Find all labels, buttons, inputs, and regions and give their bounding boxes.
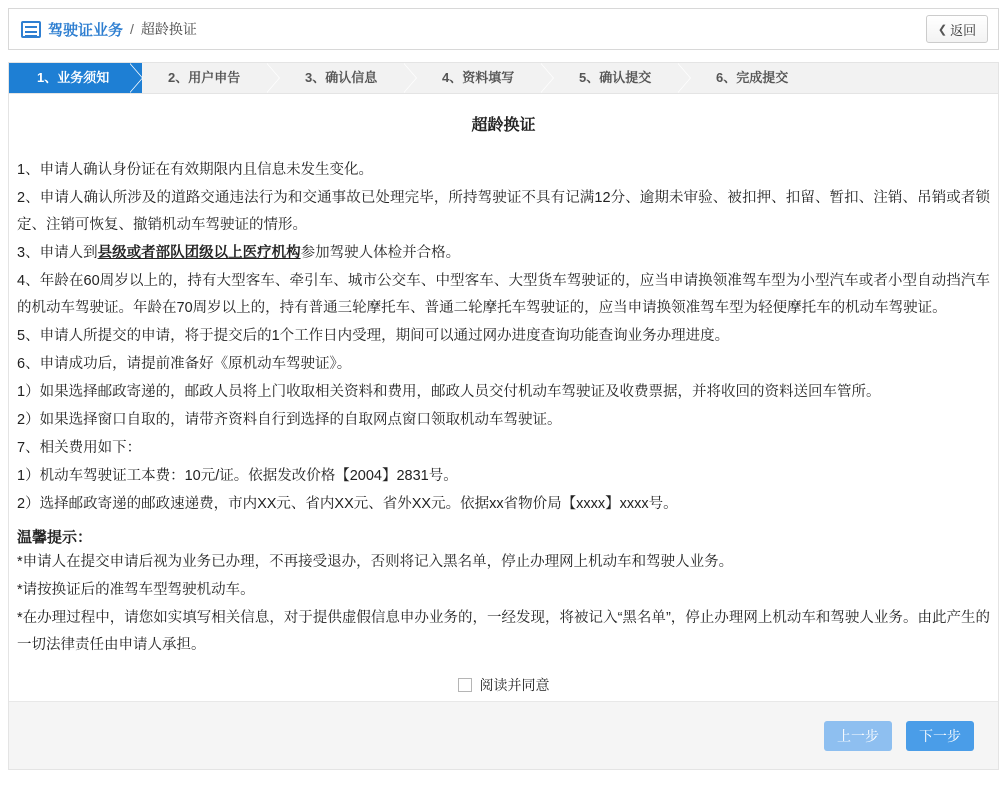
document-icon [21,21,41,38]
breadcrumb [21,19,197,40]
step-label: 2、用户申告 [168,70,241,85]
page-title: 超龄换证 [471,117,536,134]
step-item-3[interactable] [279,63,416,93]
step-arrow-inner-icon [540,63,553,93]
notice-paragraph-2: 2、申请人确认所涉及的道路交通违法行为和交通事故已处理完毕，所持驾驶证不具有记满12分、逾期未审验、被扣押、扣留、暂扣、注销、吊销或者锁定、注销可恢复、撤销机动车驾驶证的情形。 [17,190,990,233]
step-arrow-inner-icon [129,63,142,93]
step-item-2[interactable] [142,63,279,93]
page-header [8,8,999,50]
tip-item-2: *请按换证后的准驾车型驾驶机动车。 [17,582,255,598]
notice-paragraph-6-sub-1: 1）如果选择邮政寄递的，邮政人员将上门收取相关资料和费用，邮政人员交付机动车驾驶证及收费票据，并将收回的资料送回车管所。 [17,384,881,400]
notice-paragraph-6-sub-2: 2）如果选择窗口自取的，请带齐资料自行到选择的自取网点窗口领取机动车驾驶证。 [17,412,562,428]
breadcrumb-current: 超龄换证 [140,21,197,37]
notice-paragraph-4: 4、年龄在60周岁以上的，持有大型客车、牵引车、城市公交车、中型客车、大型货车驾驶证的，应当申请换领准驾车型为小型汽车或者小型自动挡汽车的机动车驾驶证。年龄在70周岁以上的，持有普通三轮摩托车、普通二轮摩托车驾驶证的，应当申请换领准驾车型为轻便摩托车的机动车驾驶证。 [17,273,990,316]
notice-paragraph-1: 1、申请人确认身份证在有效期限内且信息未发生变化。 [17,162,374,178]
step-arrow-inner-icon [677,63,690,93]
notice-paragraph-3-prefix: 3、申请人到 [17,245,98,261]
agree-label[interactable]: 阅读并同意 [479,677,550,693]
chevron-left-icon: ❮ [937,23,948,36]
step-label: 1、业务须知 [37,70,110,85]
notice-paragraph-3 [17,240,990,267]
notice-content [8,94,999,770]
breadcrumb-separator: / [130,21,134,37]
step-label: 6、完成提交 [716,70,789,85]
step-arrow-inner-icon [266,63,279,93]
back-button[interactable] [926,15,988,43]
notice-paragraph-7-sub-1: 1）机动车驾驶证工本费：10元/证。依据发改价格【2004】2831号。 [17,468,458,484]
footer-bar [9,701,998,769]
step-item-5[interactable] [553,63,690,93]
notice-paragraph-7: 7、相关费用如下： [17,440,142,456]
step-label: 3、确认信息 [305,70,378,85]
step-label: 5、确认提交 [579,70,652,85]
tip-title: 温馨提示： [17,529,93,546]
next-step-button[interactable]: 下一步 [906,721,974,751]
agree-row [17,675,990,695]
notice-paragraph-3-suffix: 参加驾驶人体检并合格。 [300,245,461,261]
tip-item-1: *申请人在提交申请后视为业务已办理，不再接受退办，否则将记入黑名单，停止办理网上机动车和驾驶人业务。 [17,554,734,570]
notice-paragraph-3-underline-1: 县级或者部队 [97,245,185,261]
step-item-6[interactable] [690,63,827,93]
notice-paragraph-6: 6、申请成功后，请提前准备好《原机动车驾驶证》。 [17,356,352,372]
step-label: 4、资料填写 [442,70,515,85]
step-item-1[interactable] [9,63,142,93]
notice-paragraph-7-sub-2: 2）选择邮政寄递的邮政速递费，市内XX元、省内XX元、省外XX元。依据xx省物价局【xxxx】xxxx号。 [17,496,678,512]
tip-item-3: *在办理过程中，请您如实填写相关信息，对于提供虚假信息申办业务的，一经发现，将被记入“黑名单”，停止办理网上机动车和驾驶人业务。由此产生的一切法律责任由申请人承担。 [17,610,990,653]
notice-paragraph-5: 5、申请人所提交的申请，将于提交后的1个工作日内受理，期间可以通过网办进度查询功能查询业务办理进度。 [17,328,730,344]
back-button-label: 返回 [950,22,977,38]
step-indicator [8,62,999,94]
prev-step-button[interactable]: 上一步 [824,721,892,751]
step-item-4[interactable] [416,63,553,93]
agree-checkbox[interactable] [458,678,472,692]
step-arrow-inner-icon [403,63,416,93]
breadcrumb-main[interactable]: 驾驶证业务 [48,21,124,39]
notice-paragraph-3-underline-2: 团级以上医疗机构 [184,245,301,261]
